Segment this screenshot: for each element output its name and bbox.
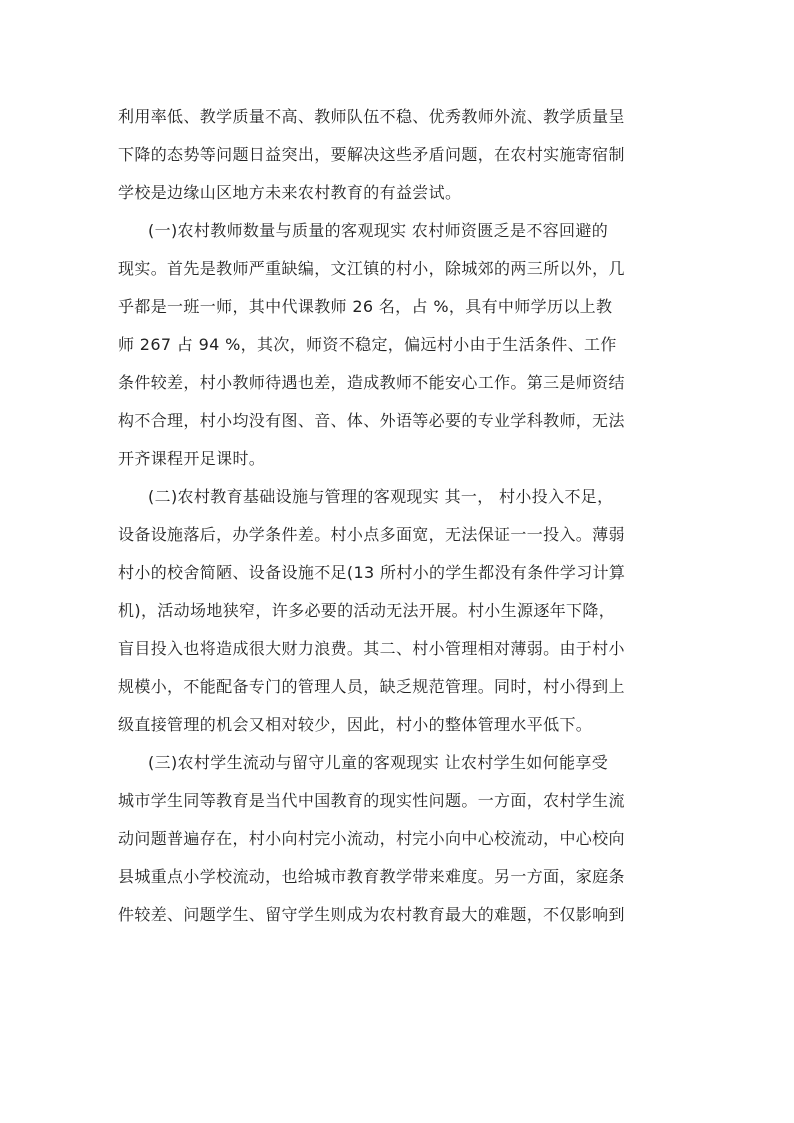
text-line: 村小的校舍简陋、设备设施不足(13 所村小的学生都没有条件学习计算: [118, 563, 626, 582]
text-line: 件较差、问题学生、留守学生则成为农村教育最大的难题，不仅影响到: [118, 905, 625, 924]
section-heading-line: (一)农村教师数量与质量的客观现实 农村师资匮乏是不容回避的: [148, 221, 609, 240]
text-line: 机)，活动场地狭窄，许多必要的活动无法开展。村小生源逐年下降，: [118, 601, 616, 620]
text-line: 下降的态势等问题日益突出，要解决这些矛盾问题，在农村实施寄宿制: [118, 145, 625, 164]
text-line: 级直接管理的机会又相对较少，因此，村小的整体管理水平低下。: [118, 715, 593, 734]
text-line: 师 267 占 94 %，其次，师资不稳定，偏远村小由于生活条件、工作: [118, 335, 617, 354]
text-line: 动问题普遍存在，村小向村完小流动，村完小向中心校流动，中心校向: [118, 829, 625, 848]
body-text: [118, 98, 675, 934]
text-line: 学校是边缘山区地方未来农村教育的有益尝试。: [118, 183, 462, 202]
text-line: 盲目投入也将造成很大财力浪费。其二、村小管理相对薄弱。由于村小: [118, 639, 625, 658]
text-line: 构不合理，村小均没有图、音、体、外语等必要的专业学科教师，无法: [118, 411, 625, 430]
text-line: 规模小，不能配备专门的管理人员，缺乏规范管理。同时，村小得到上: [118, 677, 625, 696]
text-line: 条件较差，村小教师待遇也差，造成教师不能安心工作。第三是师资结: [118, 373, 625, 392]
text-line: 利用率低、教学质量不高、教师队伍不稳、优秀教师外流、教学质量呈: [118, 107, 625, 126]
text-line: 设备设施落后，办学条件差。村小点多面宽，无法保证一一投入。薄弱: [118, 525, 625, 544]
text-line: 县城重点小学校流动，也给城市教育教学带来难度。另一方面，家庭条: [118, 867, 625, 886]
text-line: 现实。首先是教师严重缺编，文江镇的村小，除城郊的两三所以外，几: [118, 259, 625, 278]
text-line: 开齐课程开足课时。: [118, 449, 266, 468]
text-line: 乎都是一班一师，其中代课教师 26 名，占 %，具有中师学历以上教: [118, 297, 613, 316]
section-heading-line: (二)农村教育基础设施与管理的客观现实 其一， 村小投入不足，: [148, 487, 614, 506]
section-heading-line: (三)农村学生流动与留守儿童的客观现实 让农村学生如何能享受: [148, 753, 609, 772]
text-line: 城市学生同等教育是当代中国教育的现实性问题。一方面，农村学生流: [118, 791, 625, 810]
